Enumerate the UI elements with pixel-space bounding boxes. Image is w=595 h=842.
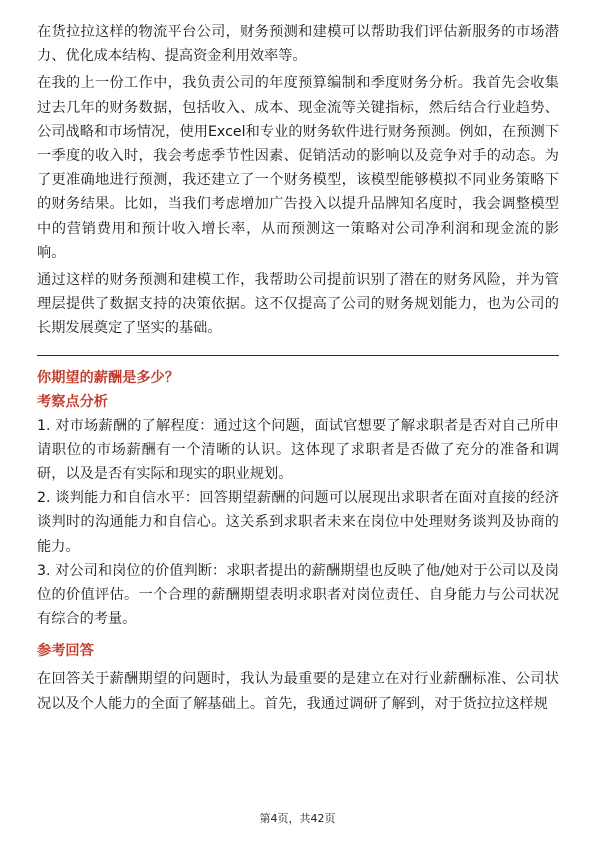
exam-point-2: 2. 谈判能力和自信水平：回答期望薪酬的问题可以展现出求职者在面对直接的经济谈判时的沟通能力和自信心。这关系到求职者未来在岗位中处理财务谈判及协商的能力。 (37, 490, 559, 555)
question-heading: 你期望的薪酬是多少？ (37, 369, 179, 386)
reference-answer-paragraph: 在回答关于薪酬期望的问题时，我认为最重要的是建立在对行业薪酬标准、公司状况以及个人能力的全面了解基础上。首先，我通过调研了解到，对于货拉拉这样规 (37, 671, 559, 712)
intro-paragraph-3: 通过这样的财务预测和建模工作，我帮助公司提前识别了潜在的财务风险，并为管理层提供了数据支持的决策依据。这不仅提高了公司的财务规划能力，也为公司的长期发展奠定了坚实的基础。 (37, 272, 559, 337)
exam-point-3: 3. 对公司和岗位的价值判断：求职者提出的薪酬期望也反映了他/她对于公司以及岗位的价值评估。一个合理的薪酬期望表明求职者对岗位责任、自身能力与公司状况有综合的考量。 (37, 562, 559, 628)
intro-paragraph-1: 在货拉拉这样的物流平台公司，财务预测和建模可以帮助我们评估新服务的市场潜力、优化成本结构、提高资金利用效率等。 (37, 24, 559, 65)
section-divider (37, 355, 559, 356)
page-footer: 第4页，共42页 (259, 812, 336, 825)
exam-points-heading: 考察点分析 (37, 393, 108, 410)
reference-answer-heading: 参考回答 (37, 643, 94, 660)
exam-point-1: 1. 对市场薪酬的了解程度：通过这个问题，面试官想要了解求职者是否对自己所申请职位的市场薪酬有一个清晰的认识。这体现了求职者是否做了充分的准备和调研，以及是否有实际和现实的职业规划。 (37, 417, 559, 483)
document-page (37, 20, 559, 716)
intro-paragraph-2: 在我的上一份工作中，我负责公司的年度预算编制和季度财务分析。我首先会收集过去几年的财务数据，包括收入、成本、现金流等关键指标，然后结合行业趋势、公司战略和市场情况，使用Excel和专业的财务软件进行财务预测。例如，在预测下一季度的收入时，我会考虑季节性因素、促销活动的影响以及竞争对手的动态。为了更准确地进行预测，我还建立了一个财务模型，该模型能够模拟不同业务策略下的财务结果。比如，当我们考虑增加广告投入以提升品牌知名度时，我会调整模型中的营销费用和预计收入增长率，从而预测这一策略对公司净利润和现金流的影响。 (37, 75, 559, 261)
